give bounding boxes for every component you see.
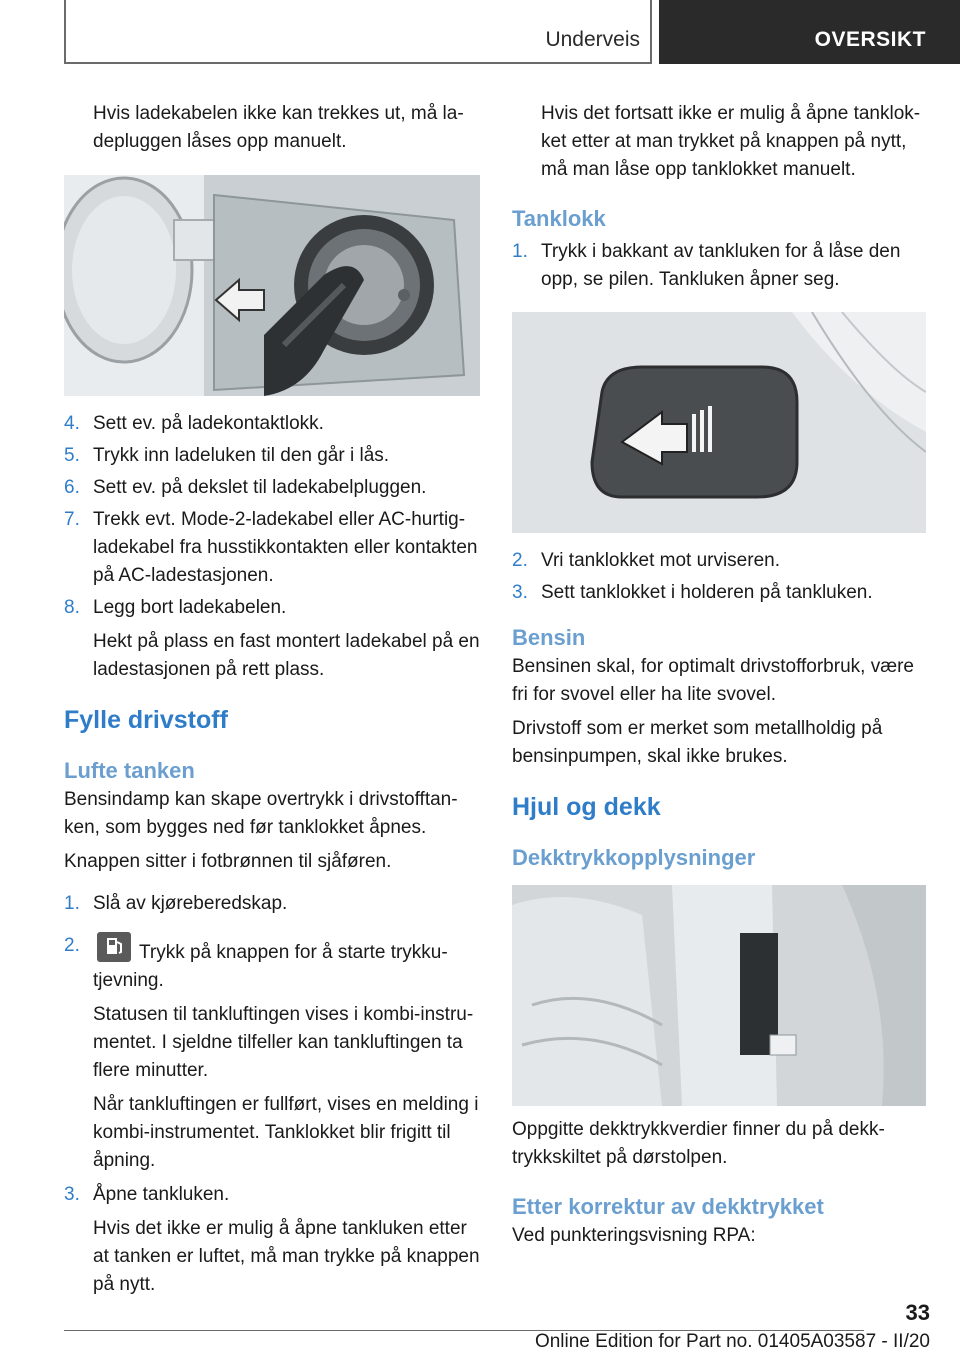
list-item — [64, 890, 482, 918]
step-subtext: Når tankluftingen er fullført, vises en melding i kombi-instrumentet. Tanklokket blir frigitt til åpning. — [93, 1094, 479, 1171]
steps-list-a — [64, 410, 482, 684]
step-subtext: Statusen til tankluftingen vises i kombi-instrumentet. I sjeldne tilfeller kan tankluftingen ta flere minutter. — [93, 1004, 474, 1081]
fuel-flap-illustration — [512, 312, 926, 533]
right-column — [512, 100, 930, 1250]
list-item — [64, 506, 482, 590]
step-number: 3. — [64, 1184, 80, 1205]
step-text: Sett ev. på ladekontaktlokk. — [93, 413, 324, 434]
step-number: 3. — [512, 582, 528, 603]
step-subtext: Hekt på plass en fast montert ladekabel på en ladestasjonen på rett plass. — [93, 631, 480, 680]
header-bottom-rule — [64, 62, 651, 64]
steps-list-b — [64, 890, 482, 1299]
step-number: 2. — [512, 550, 528, 571]
list-item — [64, 594, 482, 684]
tanklokk-steps — [512, 547, 930, 607]
heading-tanklokk: Tanklokk — [512, 206, 606, 231]
door-pillar-image — [512, 885, 926, 1106]
heading-lufte-tanken: Lufte tanken — [64, 758, 195, 783]
step-subtext: Hvis det ikke er mulig å åpne tankluken etter at tanken er luftet, må man trykke på knappen på nytt. — [93, 1218, 480, 1295]
heading-etter-korrektur: Etter korrektur av dekktrykket — [512, 1194, 824, 1219]
step-text: Trekk evt. Mode-2-ladekabel eller AC-hurtigladekabel fra husstikkontakten eller kontakten på AC-ladestasjonen. — [93, 509, 478, 586]
heading-dekktrykkopplysninger: Dekktrykkopplysninger — [512, 845, 756, 870]
list-item — [512, 238, 930, 294]
charging-plug-image — [64, 175, 480, 396]
right-intro: Hvis det fortsatt ikke er mulig å åpne tanklokket etter at man trykket på knappen på nytt, må man låse opp tanklokket manuelt. — [541, 103, 921, 180]
heading-bensin: Bensin — [512, 625, 586, 650]
step-text: Trykk på knappen for å starte trykkutjevning. — [93, 942, 448, 991]
step-number: 8. — [64, 597, 80, 618]
heading-fylle-drivstoff: Fylle drivstoff — [64, 706, 228, 734]
step-text: Legg bort ladekabelen. — [93, 597, 287, 618]
fuel-flap-image — [512, 312, 926, 533]
step-text: Vri tanklokket mot urviseren. — [541, 550, 780, 571]
step-text: Sett ev. på dekslet til ladekabelpluggen. — [93, 477, 427, 498]
step-text: Trykk i bakkant av tankluken for å låse den opp, se pilen. Tankluken åpner seg. — [541, 241, 901, 290]
list-item — [64, 410, 482, 438]
tab-oversikt[interactable] — [659, 0, 960, 64]
charging-plug-illustration — [64, 175, 480, 396]
bensin-paragraph-2: Drivstoff som er merket som metallholdig på bensinpumpen, skal ikke brukes. — [512, 718, 883, 767]
tab-underveis[interactable]: Underveis — [545, 28, 640, 51]
step-text: Trykk inn ladeluken til den går i lås. — [93, 445, 390, 466]
edition-text: Online Edition for Part no. 01405A03587 - II/20 — [534, 1331, 930, 1352]
left-column — [64, 100, 482, 1299]
step-number: 4. — [64, 413, 80, 434]
step-number: 6. — [64, 477, 80, 498]
page-number: 33 — [905, 1300, 930, 1325]
header-left-rule — [64, 0, 66, 64]
left-intro: Hvis ladekabelen ikke kan trekkes ut, må ladepluggen låses opp manuelt. — [93, 103, 464, 152]
list-item — [64, 474, 482, 502]
bensin-paragraph-1: Bensinen skal, for optimalt drivstofforbruk, være fri for svovel eller ha lite svovel. — [512, 656, 914, 705]
dekk-paragraph: Oppgitte dekktrykkverdier finner du på dekktrykkskiltet på dørstolpen. — [512, 1119, 885, 1168]
lufte-paragraph-1: Bensindamp kan skape overtrykk i drivstofftanken, som bygges ned før tanklokket åpnes. — [64, 789, 458, 838]
list-item — [64, 1181, 482, 1299]
tab-oversikt-label: OVERSIKT — [814, 28, 926, 51]
list-item — [512, 547, 930, 575]
list-item — [512, 579, 930, 607]
heading-hjul-og-dekk: Hjul og dekk — [512, 793, 661, 821]
step-number: 7. — [64, 509, 80, 530]
etter-paragraph: Ved punkteringsvisning RPA: — [512, 1225, 756, 1246]
step-number: 1. — [64, 893, 80, 914]
step-text: Sett tanklokket i holderen på tankluken. — [541, 582, 873, 603]
step-text: Slå av kjøreberedskap. — [93, 893, 288, 914]
step-number: 5. — [64, 445, 80, 466]
list-item — [64, 442, 482, 470]
door-pillar-illustration — [512, 885, 926, 1106]
step-text: Åpne tankluken. — [93, 1184, 230, 1205]
step-number: 1. — [512, 241, 528, 262]
fuel-pump-button-icon — [97, 932, 131, 962]
step-number: 2. — [64, 935, 80, 956]
list-item — [64, 932, 482, 1175]
tanklokk-step-1 — [512, 238, 930, 294]
header-separator — [650, 0, 652, 64]
lufte-paragraph-2: Knappen sitter i fotbrønnen til sjåføren. — [64, 851, 392, 872]
